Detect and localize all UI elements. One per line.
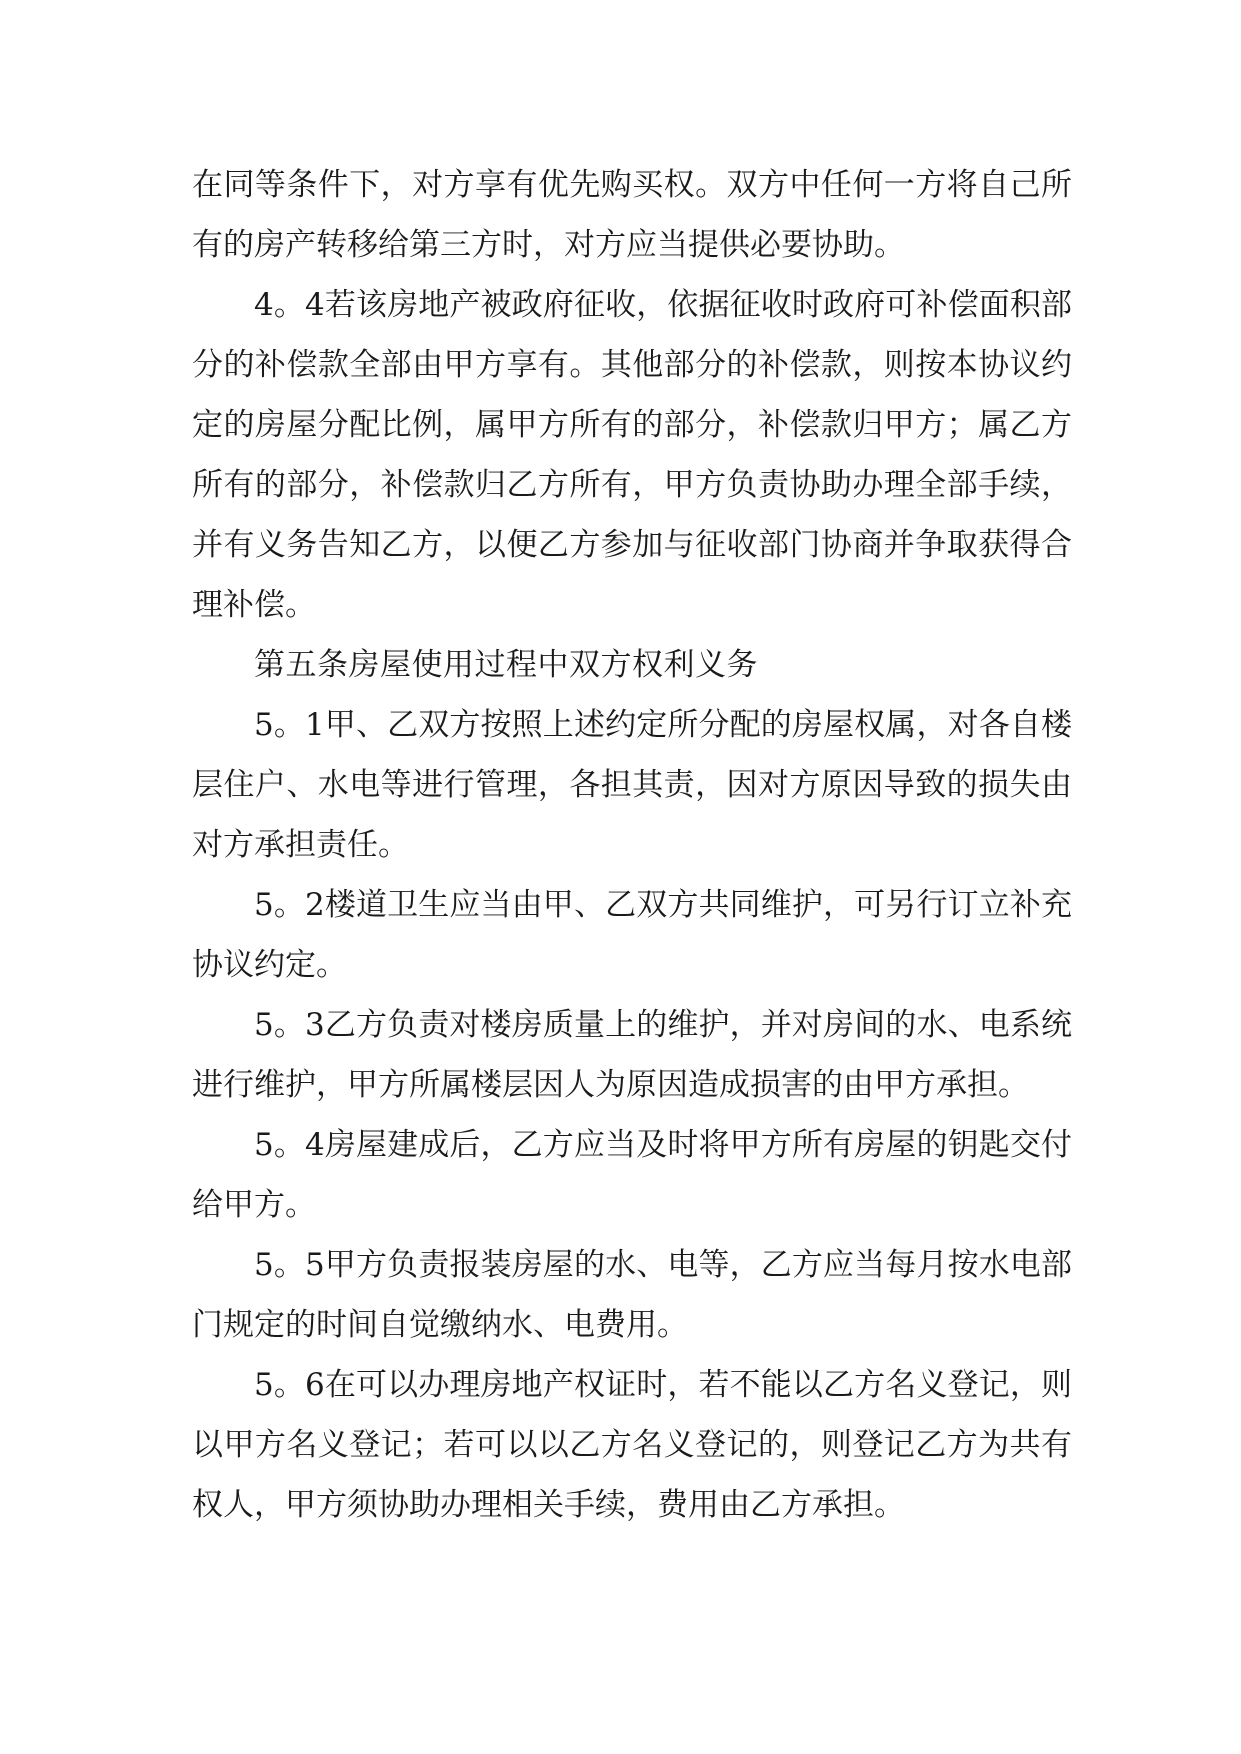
paragraph-clause-4-4: 4。4若该房地产被政府征收，依据征收时政府可补偿面积部分的补偿款全部由甲方享有。其他部分的补偿款，则按本协议约定的房屋分配比例，属甲方所有的部分，补偿款归甲方；属乙方所有的部分，补偿款归乙方所有，甲方负责协助办理全部手续，并有义务告知乙方，以便乙方参加与征收部门协商并争取获得合理补偿。 xyxy=(192,287,1072,623)
paragraph-clause-5-2: 5。2楼道卫生应当由甲、乙双方共同维护，可另行订立补充协议约定。 xyxy=(192,887,1072,983)
section-heading-article-5: 第五条房屋使用过程中双方权利义务 xyxy=(254,647,758,683)
paragraph-clause-5-4: 5。4房屋建成后，乙方应当及时将甲方所有房屋的钥匙交付给甲方。 xyxy=(192,1127,1072,1223)
document-body xyxy=(192,155,1072,1535)
paragraph-continuation: 在同等条件下，对方享有优先购买权。双方中任何一方将自己所有的房产转移给第三方时，对方应当提供必要协助。 xyxy=(192,167,1072,263)
paragraph-clause-5-5: 5。5甲方负责报装房屋的水、电等，乙方应当每月按水电部门规定的时间自觉缴纳水、电费用。 xyxy=(192,1247,1072,1343)
paragraph-clause-5-3: 5。3乙方负责对楼房质量上的维护，并对房间的水、电系统进行维护，甲方所属楼层因人为原因造成损害的由甲方承担。 xyxy=(192,1007,1072,1103)
paragraph-clause-5-6: 5。6在可以办理房地产权证时，若不能以乙方名义登记，则以甲方名义登记；若可以以乙方名义登记的，则登记乙方为共有权人，甲方须协助办理相关手续，费用由乙方承担。 xyxy=(192,1367,1072,1523)
paragraph-clause-5-1: 5。1甲、乙双方按照上述约定所分配的房屋权属，对各自楼层住户、水电等进行管理，各担其责，因对方原因导致的损失由对方承担责任。 xyxy=(192,707,1072,863)
